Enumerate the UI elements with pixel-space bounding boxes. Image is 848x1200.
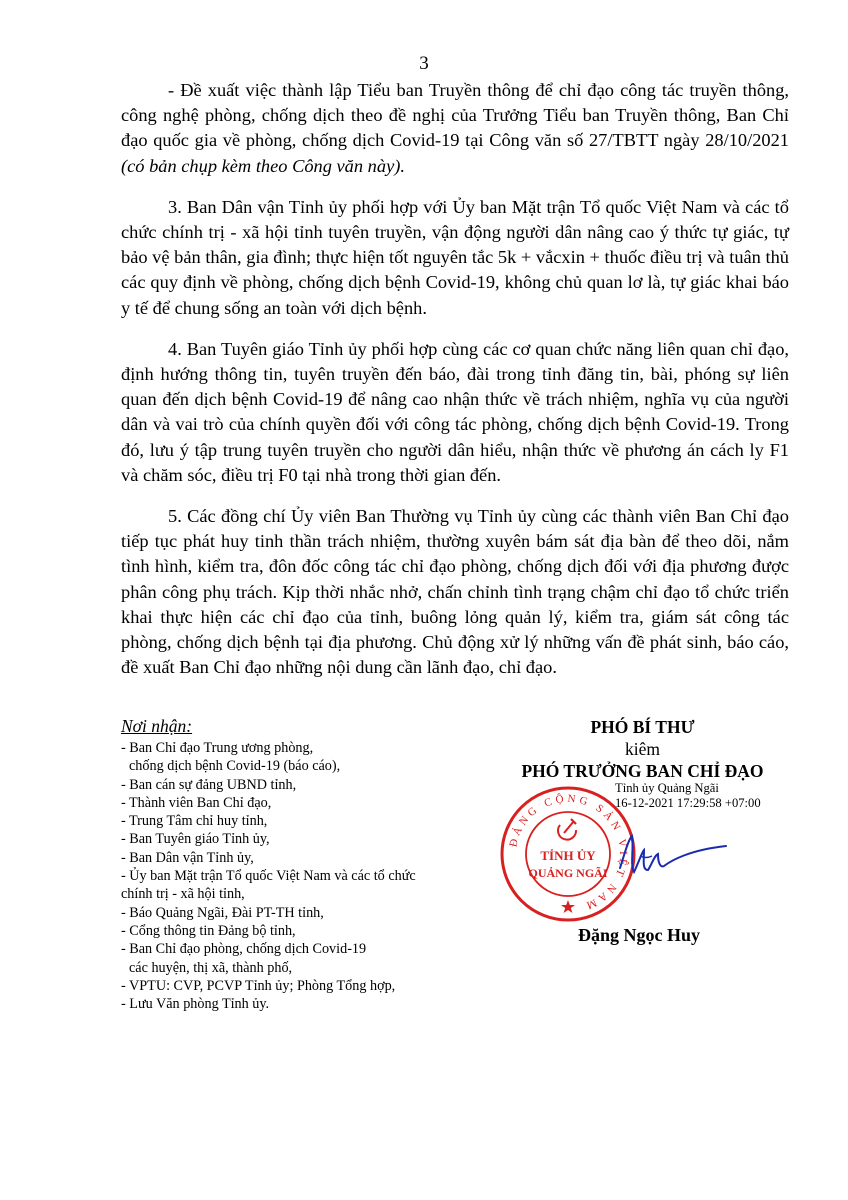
signer-name: Đặng Ngọc Huy xyxy=(578,925,701,945)
signer-deputy-title: PHÓ TRƯỞNG BAN CHỈ ĐẠO xyxy=(521,761,764,781)
recipient-item: - Ủy ban Mặt trận Tổ quốc Việt Nam và các tổ chức xyxy=(121,868,416,885)
paragraph-item-3: 3. Ban Dân vận Tỉnh ủy phối hợp với Ủy ban Mặt trận Tổ quốc Việt Nam và các tổ chức chính trị - xã hội tỉnh tuyên truyền, vận động người dân nâng cao ý thức tự giác, tự bảo vệ bản thân, gia đình; thực hiện tốt nguyên tắc 5k + vắcxin + thuốc điều trị và tuân thủ các quy định về phòng, chống dịch bệnh Covid-19, không chủ quan lơ là, tự giác khai báo y tế để chung sống an toàn với dịch bệnh. xyxy=(121,196,789,318)
recipients-list xyxy=(121,739,521,1013)
signer-title: PHÓ BÍ THƯ xyxy=(590,717,695,737)
recipient-item: chính trị - xã hội tỉnh, xyxy=(121,886,245,903)
digital-signature-org: Tỉnh ủy Quảng Ngãi xyxy=(615,781,719,795)
recipient-item: - Ban Chỉ đạo Trung ương phòng, xyxy=(121,740,314,756)
stamp-line-1: TỈNH ỦY xyxy=(540,848,596,863)
recipient-item: chống dịch bệnh Covid-19 (báo cáo), xyxy=(129,758,341,775)
paragraph-proposal-text: - Đề xuất việc thành lập Tiểu ban Truyền thông để chỉ đạo công tác truyền thông, công nghệ phòng, chống dịch theo đề nghị của Trưởng Tiểu ban Truyền thông, Ban Chỉ đạo quốc gia về phòng, chống dịch Covid-19 tại Công văn số 27/TBTT ngày 28/10/2021 xyxy=(121,80,789,151)
recipients-heading: Nơi nhận: xyxy=(121,716,193,736)
recipient-item: - Ban Chỉ đạo phòng, chống dịch Covid-19 xyxy=(121,941,367,958)
recipient-item: - Ban Tuyên giáo Tỉnh ủy, xyxy=(121,831,270,848)
paragraph-item-5: 5. Các đồng chí Ủy viên Ban Thường vụ Tỉnh ủy cùng các thành viên Ban Chỉ đạo tiếp tục phát huy tinh thần trách nhiệm, thường xuyên bám sát địa bàn để theo dõi, nắm tình hình, kiểm tra, đôn đốc công tác chỉ đạo phòng, chống dịch đối với địa phương được phân công phụ trách. Kịp thời nhắc nhở, chấn chỉnh tình trạng chậm chỉ đạo tổ chức triển khai thực hiện các chỉ đạo của tỉnh, buông lỏng quản lý, kiểm tra, giám sát công tác phòng, chống dịch bệnh tại địa phương. Chủ động xử lý những vấn đề phát sinh, báo cáo, đề xuất Ban Chỉ đạo những nội dung cần lãnh đạo, chỉ đạo. xyxy=(121,506,789,678)
signer-block xyxy=(480,716,805,782)
hammer-sickle-icon xyxy=(558,819,576,840)
paragraph-proposal xyxy=(121,78,789,179)
recipients-block xyxy=(121,716,521,1013)
page-number: 3 xyxy=(419,53,429,74)
document-body xyxy=(121,78,789,696)
paragraph-proposal-note: (có bản chụp kèm theo Công văn này). xyxy=(121,155,405,176)
digital-signature-info xyxy=(615,781,761,810)
recipient-item: - Ban cán sự đảng UBND tỉnh, xyxy=(121,776,297,793)
stamp-ring-text: ĐẢNG CỘNG SẢN VIỆT NAM xyxy=(507,792,630,913)
recipient-item: - Báo Quảng Ngãi, Đài PT-TH tỉnh, xyxy=(121,904,324,921)
recipient-item: - Cổng thông tin Đảng bộ tỉnh, xyxy=(121,922,296,939)
stamp-line-2: QUẢNG NGÃI xyxy=(528,866,608,880)
recipient-item: - VPTU: CVP, PCVP Tỉnh ủy; Phòng Tổng hợp, xyxy=(121,977,396,994)
digital-signature-time: 16-12-2021 17:29:58 +07:00 xyxy=(615,795,761,810)
recipient-item: - Ban Dân vận Tỉnh ủy, xyxy=(121,849,254,866)
handwritten-signature xyxy=(610,826,730,886)
recipient-item: - Trung Tâm chỉ huy tỉnh, xyxy=(121,813,268,830)
recipient-item: các huyện, thị xã, thành phố, xyxy=(129,959,293,976)
recipient-item: - Lưu Văn phòng Tỉnh ủy. xyxy=(121,996,270,1013)
star-icon xyxy=(561,900,575,913)
signer-kiem: kiêm xyxy=(625,739,660,759)
paragraph-item-4: 4. Ban Tuyên giáo Tỉnh ủy phối hợp cùng các cơ quan chức năng liên quan chỉ đạo, định hướng thông tin, tuyên truyền đến báo, đài trong tỉnh đăng tin, bài, phóng sự liên quan đến dịch bệnh Covid-19 để nâng cao nhận thức về trách nhiệm, nghĩa vụ của người dân và vai trò của chính quyền đối với công tác phòng, chống dịch bệnh Covid-19. Trong đó, lưu ý tập trung tuyên truyền cho người dân hiểu, nhận thức về phương án cách ly F1 và chăm sóc, điều trị F0 tại nhà trong thời gian đến. xyxy=(121,338,789,485)
recipient-item: - Thành viên Ban Chỉ đạo, xyxy=(121,794,272,811)
